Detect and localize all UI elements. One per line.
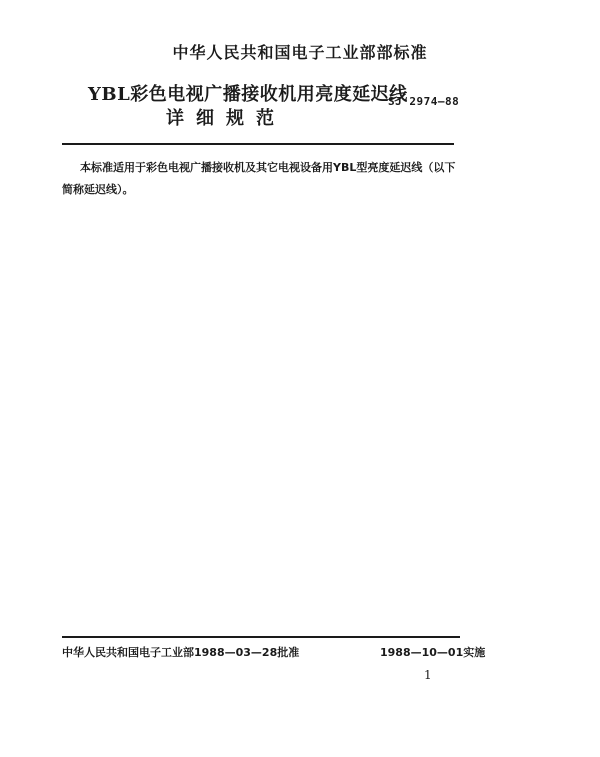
header-divider	[62, 143, 454, 145]
footer-divider	[62, 636, 460, 638]
document-subtitle: 详细规范	[166, 108, 286, 129]
implementation-date: 1988—10—01实施	[380, 646, 486, 659]
approval-date: 中华人民共和国电子工业部1988—03—28批准	[62, 646, 300, 659]
issuing-body-heading: 中华人民共和国电子工业部部标准	[172, 43, 428, 62]
scope-paragraph: 本标准适用于彩色电视广播接收机及其它电视设备用YBL型亮度延迟线（以下简称延迟线）。	[62, 161, 456, 196]
document-title: YBL彩色电视广播接收机用亮度延迟线	[88, 84, 408, 105]
page-number: 1	[424, 668, 432, 682]
standard-number: SJ 2974—88	[388, 95, 460, 108]
